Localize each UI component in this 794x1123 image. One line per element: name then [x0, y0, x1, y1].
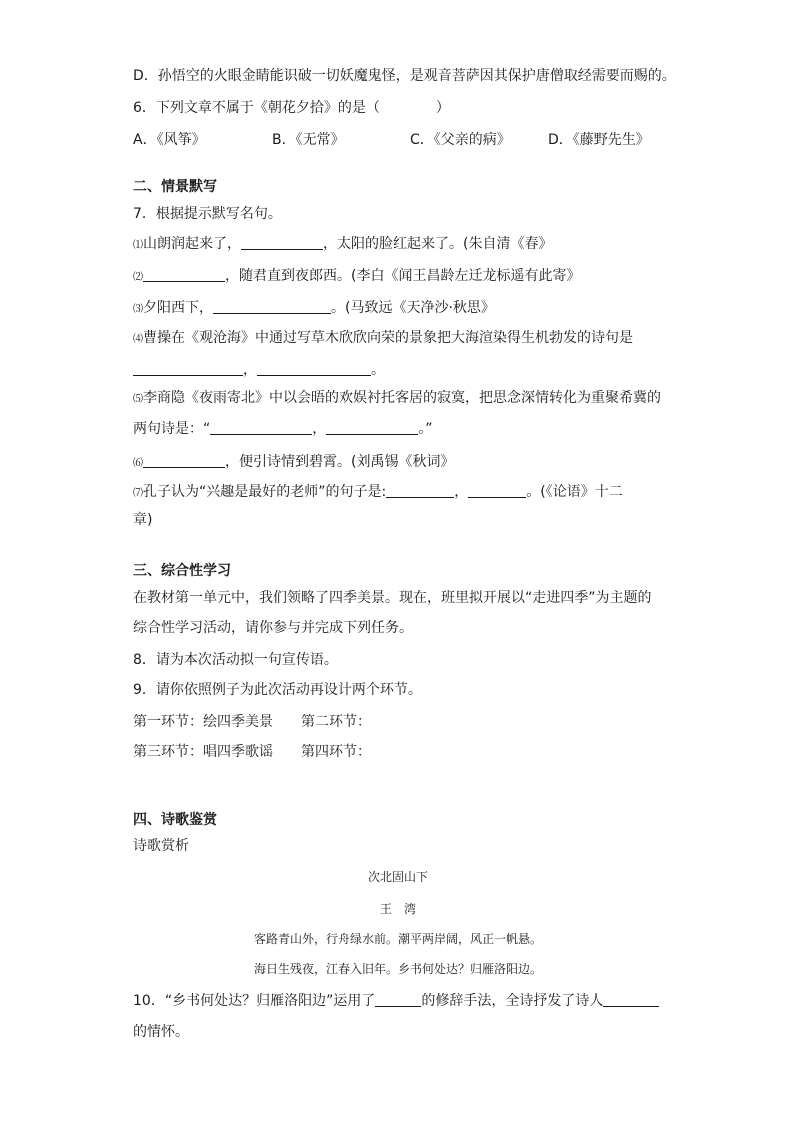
item-text: 山朗润起来了，: [143, 236, 241, 252]
item-number: ⑺: [133, 488, 143, 499]
q6-stem: 6．下列文章不属于《朝花夕拾》的是（ ）: [133, 100, 450, 116]
item-number: ⑴: [133, 240, 143, 251]
q10-stem: [133, 991, 659, 1011]
answer-blank[interactable]: [210, 420, 312, 435]
sec3-intro-2: 综合性学习活动，请你参与并完成下列任务。: [133, 620, 413, 636]
answer-blank[interactable]: [143, 267, 225, 282]
item-text: 。(《论语》十二: [526, 484, 623, 500]
item-text: 。”: [418, 421, 433, 437]
q7-item-6: [133, 452, 454, 474]
q6-option-d: D．《藤野先生》: [548, 132, 650, 148]
sec3-intro-1: 在教材第一单元中，我们领略了四季美景。现在，班里拟开展以“走进四季”为主题的: [133, 590, 652, 606]
answer-blank[interactable]: [375, 992, 421, 1007]
answer-blank[interactable]: [326, 420, 418, 435]
item-text: ，太阳的脸红起来了。(朱自清《春》: [323, 236, 553, 252]
item-text: 。(马致远《天净沙·秋思》: [331, 300, 495, 316]
answer-blank[interactable]: [257, 361, 371, 376]
q7-item-5: [133, 388, 661, 410]
q7-item-2: [133, 266, 580, 288]
q7-item-3: [133, 298, 495, 320]
poem-author: 王 湾: [379, 902, 416, 916]
stage-2: 第二环节：: [301, 714, 371, 730]
item-text: 两句诗是：“: [133, 421, 211, 437]
item-text: ，随君直到夜郎西。(李白《闻王昌龄左迁龙标遥有此寄》: [225, 268, 581, 284]
q6-option-a: A．《风筝》: [133, 132, 206, 148]
sec4-subtitle: 诗歌赏析: [133, 838, 189, 854]
item-number: ⑹: [133, 458, 143, 469]
section-2-title: 二、情景默写: [133, 179, 217, 195]
q10-tail: 的情怀。: [133, 1024, 189, 1040]
item-text: ，: [454, 484, 469, 500]
section-4-title: 四、诗歌鉴赏: [133, 812, 217, 828]
item-text: 夕阳西下，: [143, 300, 213, 316]
q7-item-7-tail: 章): [133, 512, 153, 528]
item-text: ，: [312, 421, 327, 437]
item-text: ，: [243, 362, 257, 378]
q7-item-7: [133, 482, 623, 504]
stage-3: 第三环节：唱四季歌谣: [133, 744, 273, 760]
answer-blank[interactable]: [241, 235, 323, 250]
item-text: 的修辞手法，全诗抒发了诗人: [421, 993, 604, 1009]
q8-stem: 8．请为本次活动拟一句宣传语。: [133, 652, 338, 668]
q7-item-4-answer: [133, 360, 385, 380]
answer-blank[interactable]: [143, 453, 225, 468]
poem-line-2: 海日生残夜，江春入旧年。乡书何处达？归雁洛阳边。: [253, 962, 542, 976]
q9-stem: 9．请你依照例子为此次活动再设计两个环节。: [133, 682, 422, 698]
item-text: 10．“乡书何处达？归雁洛阳边”运用了: [133, 993, 376, 1009]
stage-4: 第四环节：: [301, 744, 371, 760]
answer-blank[interactable]: [133, 361, 243, 376]
q5-option-d: D．孙悟空的火眼金睛能识破一切妖魔鬼怪，是观音菩萨因其保护唐僧取经需要而赐的。: [133, 68, 676, 84]
answer-blank[interactable]: [386, 483, 454, 498]
item-number: ⑸: [133, 394, 143, 405]
q7-stem: 7．根据提示默写名句。: [133, 206, 282, 222]
q7-item-4: [133, 328, 633, 350]
q7-item-1: [133, 234, 552, 256]
item-number: ⑶: [133, 304, 143, 315]
item-text: 曹操在《观沧海》中通过写草木欣欣向荣的景象把大海渲染得生机勃发的诗句是: [143, 330, 633, 346]
item-text: 。: [371, 362, 385, 378]
stage-1: 第一环节：绘四季美景: [133, 714, 273, 730]
item-number: ⑵: [133, 272, 143, 283]
item-text: 李商隐《夜雨寄北》中以会晤的欢娱衬托客居的寂寞，把思念深情转化为重聚希冀的: [143, 390, 661, 406]
answer-blank[interactable]: [213, 299, 331, 314]
answer-blank[interactable]: [603, 992, 659, 1007]
item-number: ⑷: [133, 334, 143, 345]
item-text: ，便引诗情到碧霄。(刘禹锡《秋词》: [225, 454, 455, 470]
q7-item-5-answer: [133, 419, 433, 439]
section-3-title: 三、综合性学习: [133, 563, 231, 579]
answer-blank[interactable]: [468, 483, 526, 498]
q6-option-b: B．《无常》: [272, 132, 345, 148]
poem-title: 次北固山下: [367, 870, 428, 884]
poem-line-1: 客路青山外，行舟绿水前。潮平两岸阔，风正一帆悬。: [253, 932, 542, 946]
q6-option-c: C．《父亲的病》: [410, 132, 511, 148]
item-text: 孔子认为“兴趣是最好的老师”的句子是:: [143, 484, 387, 500]
